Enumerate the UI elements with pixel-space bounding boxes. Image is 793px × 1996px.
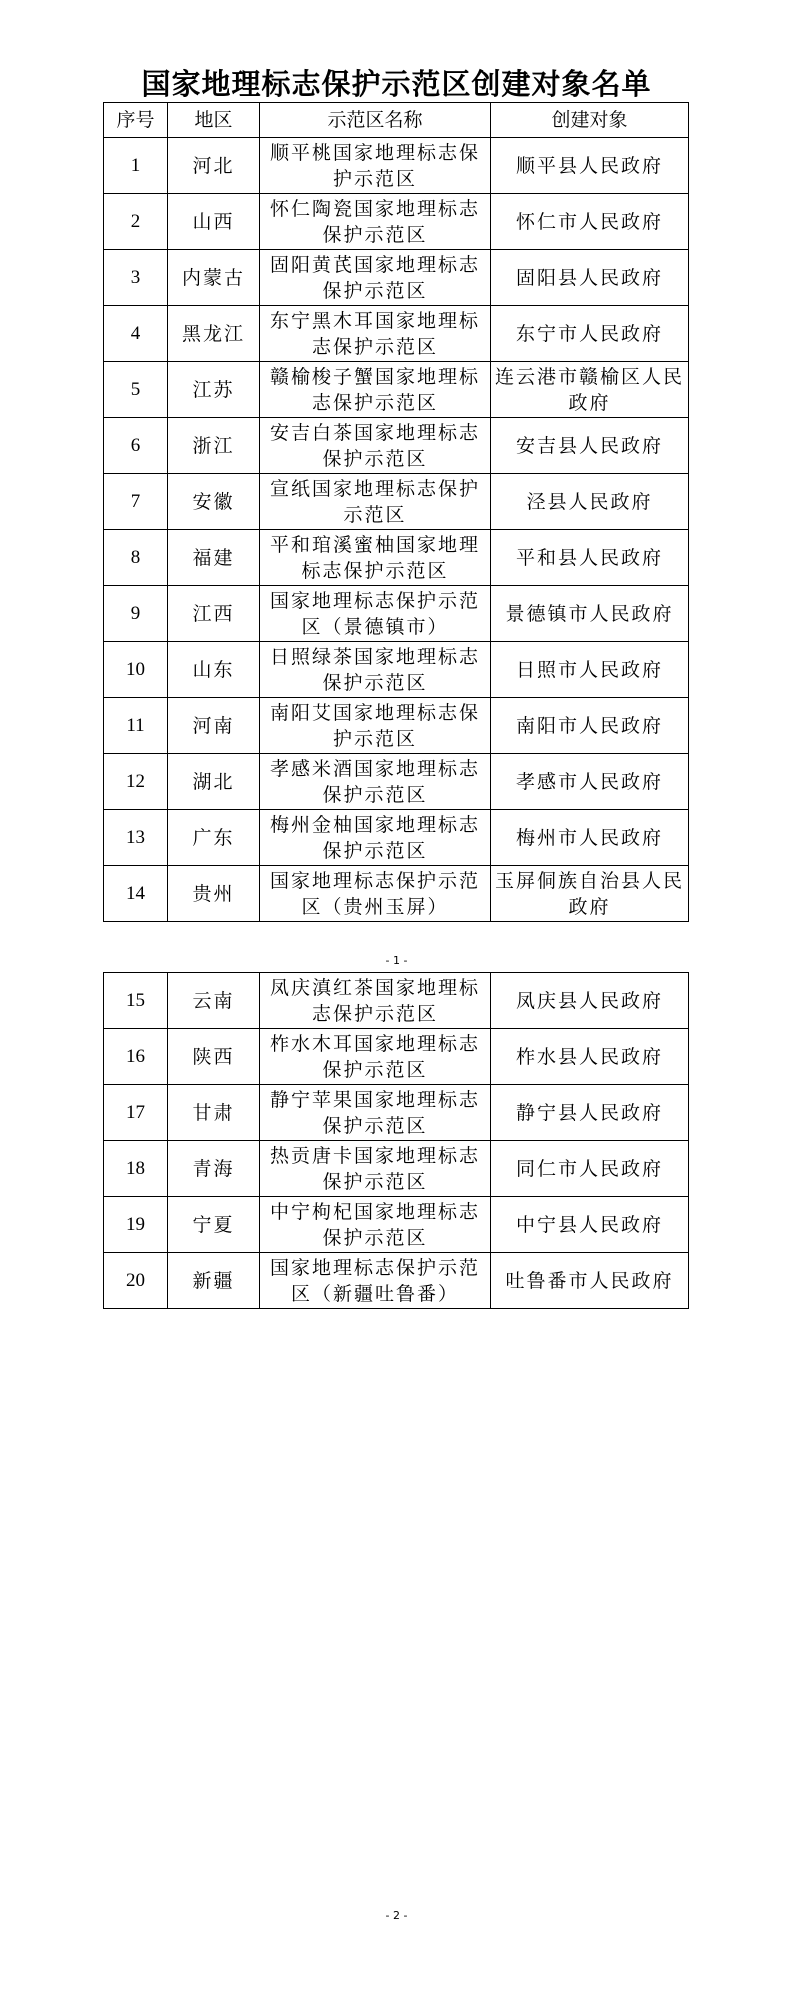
cell-region: 贵州 [168,866,260,922]
cell-region: 云南 [168,973,260,1029]
cell-index: 17 [104,1085,168,1141]
cell-region: 湖北 [168,754,260,810]
cell-index: 6 [104,418,168,474]
header-region: 地区 [168,103,260,138]
cell-region: 江苏 [168,362,260,418]
cell-index: 20 [104,1253,168,1309]
cell-index: 18 [104,1141,168,1197]
cell-target: 日照市人民政府 [491,642,689,698]
table-row [104,250,689,306]
table-row [104,306,689,362]
cell-index: 15 [104,973,168,1029]
table-row [104,362,689,418]
roster-table-page-2 [103,972,689,1309]
cell-target: 东宁市人民政府 [491,306,689,362]
table-row [104,1141,689,1197]
cell-index: 14 [104,866,168,922]
cell-zone-name: 赣榆梭子蟹国家地理标志保护示范区 [260,362,491,418]
page-2 [0,960,793,1996]
cell-zone-name: 日照绿茶国家地理标志保护示范区 [260,642,491,698]
cell-zone-name: 中宁枸杞国家地理标志保护示范区 [260,1197,491,1253]
cell-region: 福建 [168,530,260,586]
cell-target: 安吉县人民政府 [491,418,689,474]
cell-region: 山东 [168,642,260,698]
cell-target: 顺平县人民政府 [491,138,689,194]
roster-table-page-1 [103,102,689,922]
cell-index: 13 [104,810,168,866]
cell-zone-name: 平和琯溪蜜柚国家地理标志保护示范区 [260,530,491,586]
cell-index: 4 [104,306,168,362]
cell-index: 16 [104,1029,168,1085]
cell-zone-name: 安吉白茶国家地理标志保护示范区 [260,418,491,474]
table-row [104,530,689,586]
cell-zone-name: 凤庆滇红茶国家地理标志保护示范区 [260,973,491,1029]
cell-zone-name: 孝感米酒国家地理标志保护示范区 [260,754,491,810]
cell-target: 同仁市人民政府 [491,1141,689,1197]
table-row [104,698,689,754]
cell-index: 12 [104,754,168,810]
cell-target: 凤庆县人民政府 [491,973,689,1029]
cell-index: 1 [104,138,168,194]
cell-target: 怀仁市人民政府 [491,194,689,250]
cell-target: 南阳市人民政府 [491,698,689,754]
cell-zone-name: 梅州金柚国家地理标志保护示范区 [260,810,491,866]
table-row [104,754,689,810]
table-row [104,642,689,698]
table-row [104,418,689,474]
cell-region: 山西 [168,194,260,250]
cell-target: 吐鲁番市人民政府 [491,1253,689,1309]
cell-target: 平和县人民政府 [491,530,689,586]
cell-target: 固阳县人民政府 [491,250,689,306]
cell-target: 静宁县人民政府 [491,1085,689,1141]
cell-zone-name: 东宁黑木耳国家地理标志保护示范区 [260,306,491,362]
cell-target: 玉屏侗族自治县人民政府 [491,866,689,922]
table-row [104,138,689,194]
table-row [104,194,689,250]
cell-zone-name: 南阳艾国家地理标志保护示范区 [260,698,491,754]
cell-index: 7 [104,474,168,530]
table-row [104,810,689,866]
page-number: - 2 - [385,1909,408,1922]
table-header-row [104,103,689,138]
cell-index: 8 [104,530,168,586]
cell-target: 泾县人民政府 [491,474,689,530]
page-number: - 1 - [385,954,408,967]
cell-index: 3 [104,250,168,306]
cell-region: 广东 [168,810,260,866]
cell-region: 青海 [168,1141,260,1197]
cell-target: 梅州市人民政府 [491,810,689,866]
cell-index: 9 [104,586,168,642]
cell-index: 19 [104,1197,168,1253]
table-row [104,1085,689,1141]
cell-zone-name: 国家地理标志保护示范区（贵州玉屏） [260,866,491,922]
cell-zone-name: 固阳黄芪国家地理标志保护示范区 [260,250,491,306]
cell-index: 10 [104,642,168,698]
table-row [104,866,689,922]
cell-region: 黑龙江 [168,306,260,362]
table-row [104,1029,689,1085]
cell-target: 景德镇市人民政府 [491,586,689,642]
cell-region: 甘肃 [168,1085,260,1141]
cell-target: 柞水县人民政府 [491,1029,689,1085]
cell-region: 江西 [168,586,260,642]
cell-target: 中宁县人民政府 [491,1197,689,1253]
cell-index: 2 [104,194,168,250]
cell-region: 宁夏 [168,1197,260,1253]
cell-zone-name: 国家地理标志保护示范区（景德镇市） [260,586,491,642]
cell-index: 5 [104,362,168,418]
cell-region: 安徽 [168,474,260,530]
cell-zone-name: 热贡唐卡国家地理标志保护示范区 [260,1141,491,1197]
header-target: 创建对象 [491,103,689,138]
table-row [104,1197,689,1253]
table-row [104,1253,689,1309]
cell-region: 河南 [168,698,260,754]
header-index: 序号 [104,103,168,138]
cell-zone-name: 宣纸国家地理标志保护示范区 [260,474,491,530]
page-1 [0,0,793,967]
document-title: 国家地理标志保护示范区创建对象名单 [141,67,652,101]
table-row [104,586,689,642]
cell-index: 11 [104,698,168,754]
table-row [104,474,689,530]
cell-region: 河北 [168,138,260,194]
cell-zone-name: 静宁苹果国家地理标志保护示范区 [260,1085,491,1141]
table-row [104,973,689,1029]
cell-region: 浙江 [168,418,260,474]
cell-zone-name: 怀仁陶瓷国家地理标志保护示范区 [260,194,491,250]
cell-region: 新疆 [168,1253,260,1309]
cell-zone-name: 柞水木耳国家地理标志保护示范区 [260,1029,491,1085]
cell-zone-name: 国家地理标志保护示范区（新疆吐鲁番） [260,1253,491,1309]
cell-zone-name: 顺平桃国家地理标志保护示范区 [260,138,491,194]
cell-region: 陕西 [168,1029,260,1085]
header-zone-name: 示范区名称 [260,103,491,138]
cell-region: 内蒙古 [168,250,260,306]
cell-target: 孝感市人民政府 [491,754,689,810]
cell-target: 连云港市赣榆区人民政府 [491,362,689,418]
